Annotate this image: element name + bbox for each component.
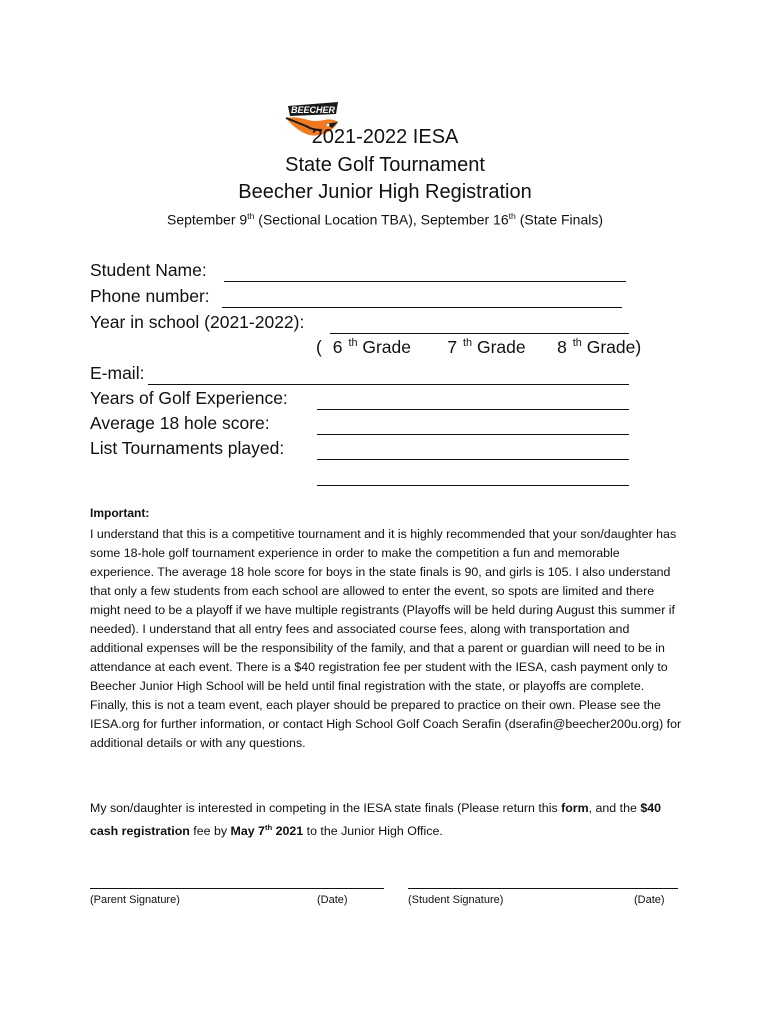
email-field[interactable] — [148, 384, 629, 385]
title-line-1: 2021-2022 IESA — [311, 126, 459, 148]
svg-text:BEECHER: BEECHER — [290, 105, 336, 115]
year-label: Year in school (2021-2022): — [90, 312, 305, 332]
tournaments-field-line-2[interactable] — [317, 485, 629, 486]
important-heading: Important: — [90, 506, 150, 520]
student-name-field[interactable] — [224, 281, 626, 282]
interest-statement: My son/daughter is interested in competing in the IESA state finals (Please return this form, and the $40 cash registration fee by May 7th 2021 to the Junior High Office. — [90, 801, 661, 839]
years-golf-field[interactable] — [317, 409, 629, 410]
phone-label: Phone number: — [90, 286, 210, 306]
grade-options: ( 6 $^{th}$ Grade 7 $^{th}$ Grade 8 $^{th}$ Grade) — [316, 337, 642, 357]
title-line-2: State Golf Tournament — [285, 154, 485, 176]
tournaments-label: List Tournaments played: — [90, 438, 285, 458]
phone-field[interactable] — [222, 307, 622, 308]
tournaments-field[interactable] — [317, 459, 629, 460]
parent-date-label: (Date) — [317, 894, 348, 906]
parent-signature-label: (Parent Signature) — [90, 894, 180, 906]
year-field[interactable] — [330, 333, 629, 334]
years-golf-label: Years of Golf Experience: — [90, 388, 288, 408]
student-signature-line[interactable] — [408, 888, 678, 889]
parent-signature-line[interactable] — [90, 888, 384, 889]
tournament-dates: September 9th (Sectional Location TBA), September 16th (State Finals) — [167, 211, 603, 228]
student-date-label: (Date) — [634, 894, 665, 906]
avg-score-field[interactable] — [317, 434, 629, 435]
email-label: E-mail: — [90, 363, 145, 383]
student-name-label: Student Name: — [90, 260, 207, 280]
important-paragraph: I understand that this is a competitive tournament and it is highly recommended that your son/daughter has some 18-hole golf tournament experience in order to make the competition a fun and memorable experience. The average 18 hole score for boys in the state finals is 90, and girls is 105. I also understand that only a few students from each school are allowed to enter the event, so spots are limited and there might need to be a playoff if we have multiple registrants (Playoffs will be held during August this summer if needed). I understand that all entry fees and associated course fees, along with transportation and additional expenses will be the responsibility of the family, and that a parent or guardian will need to be in attendance at each event. There is a $40 registration fee per student with the IESA, cash payment only to Beecher Junior High School will be held until final registration with the state, or playoffs are complete. Finally, this is not a team event, each player should be prepared to practice on their own. Please see the IESA.org for further information, or contact High School Golf Coach Serafin (dserafin@beecher200u.org) for additional details or with any questions. — [90, 527, 682, 750]
student-signature-label: (Student Signature) — [408, 894, 504, 906]
avg-score-label: Average 18 hole score: — [90, 413, 270, 433]
title-line-3: Beecher Junior High Registration — [238, 181, 532, 203]
